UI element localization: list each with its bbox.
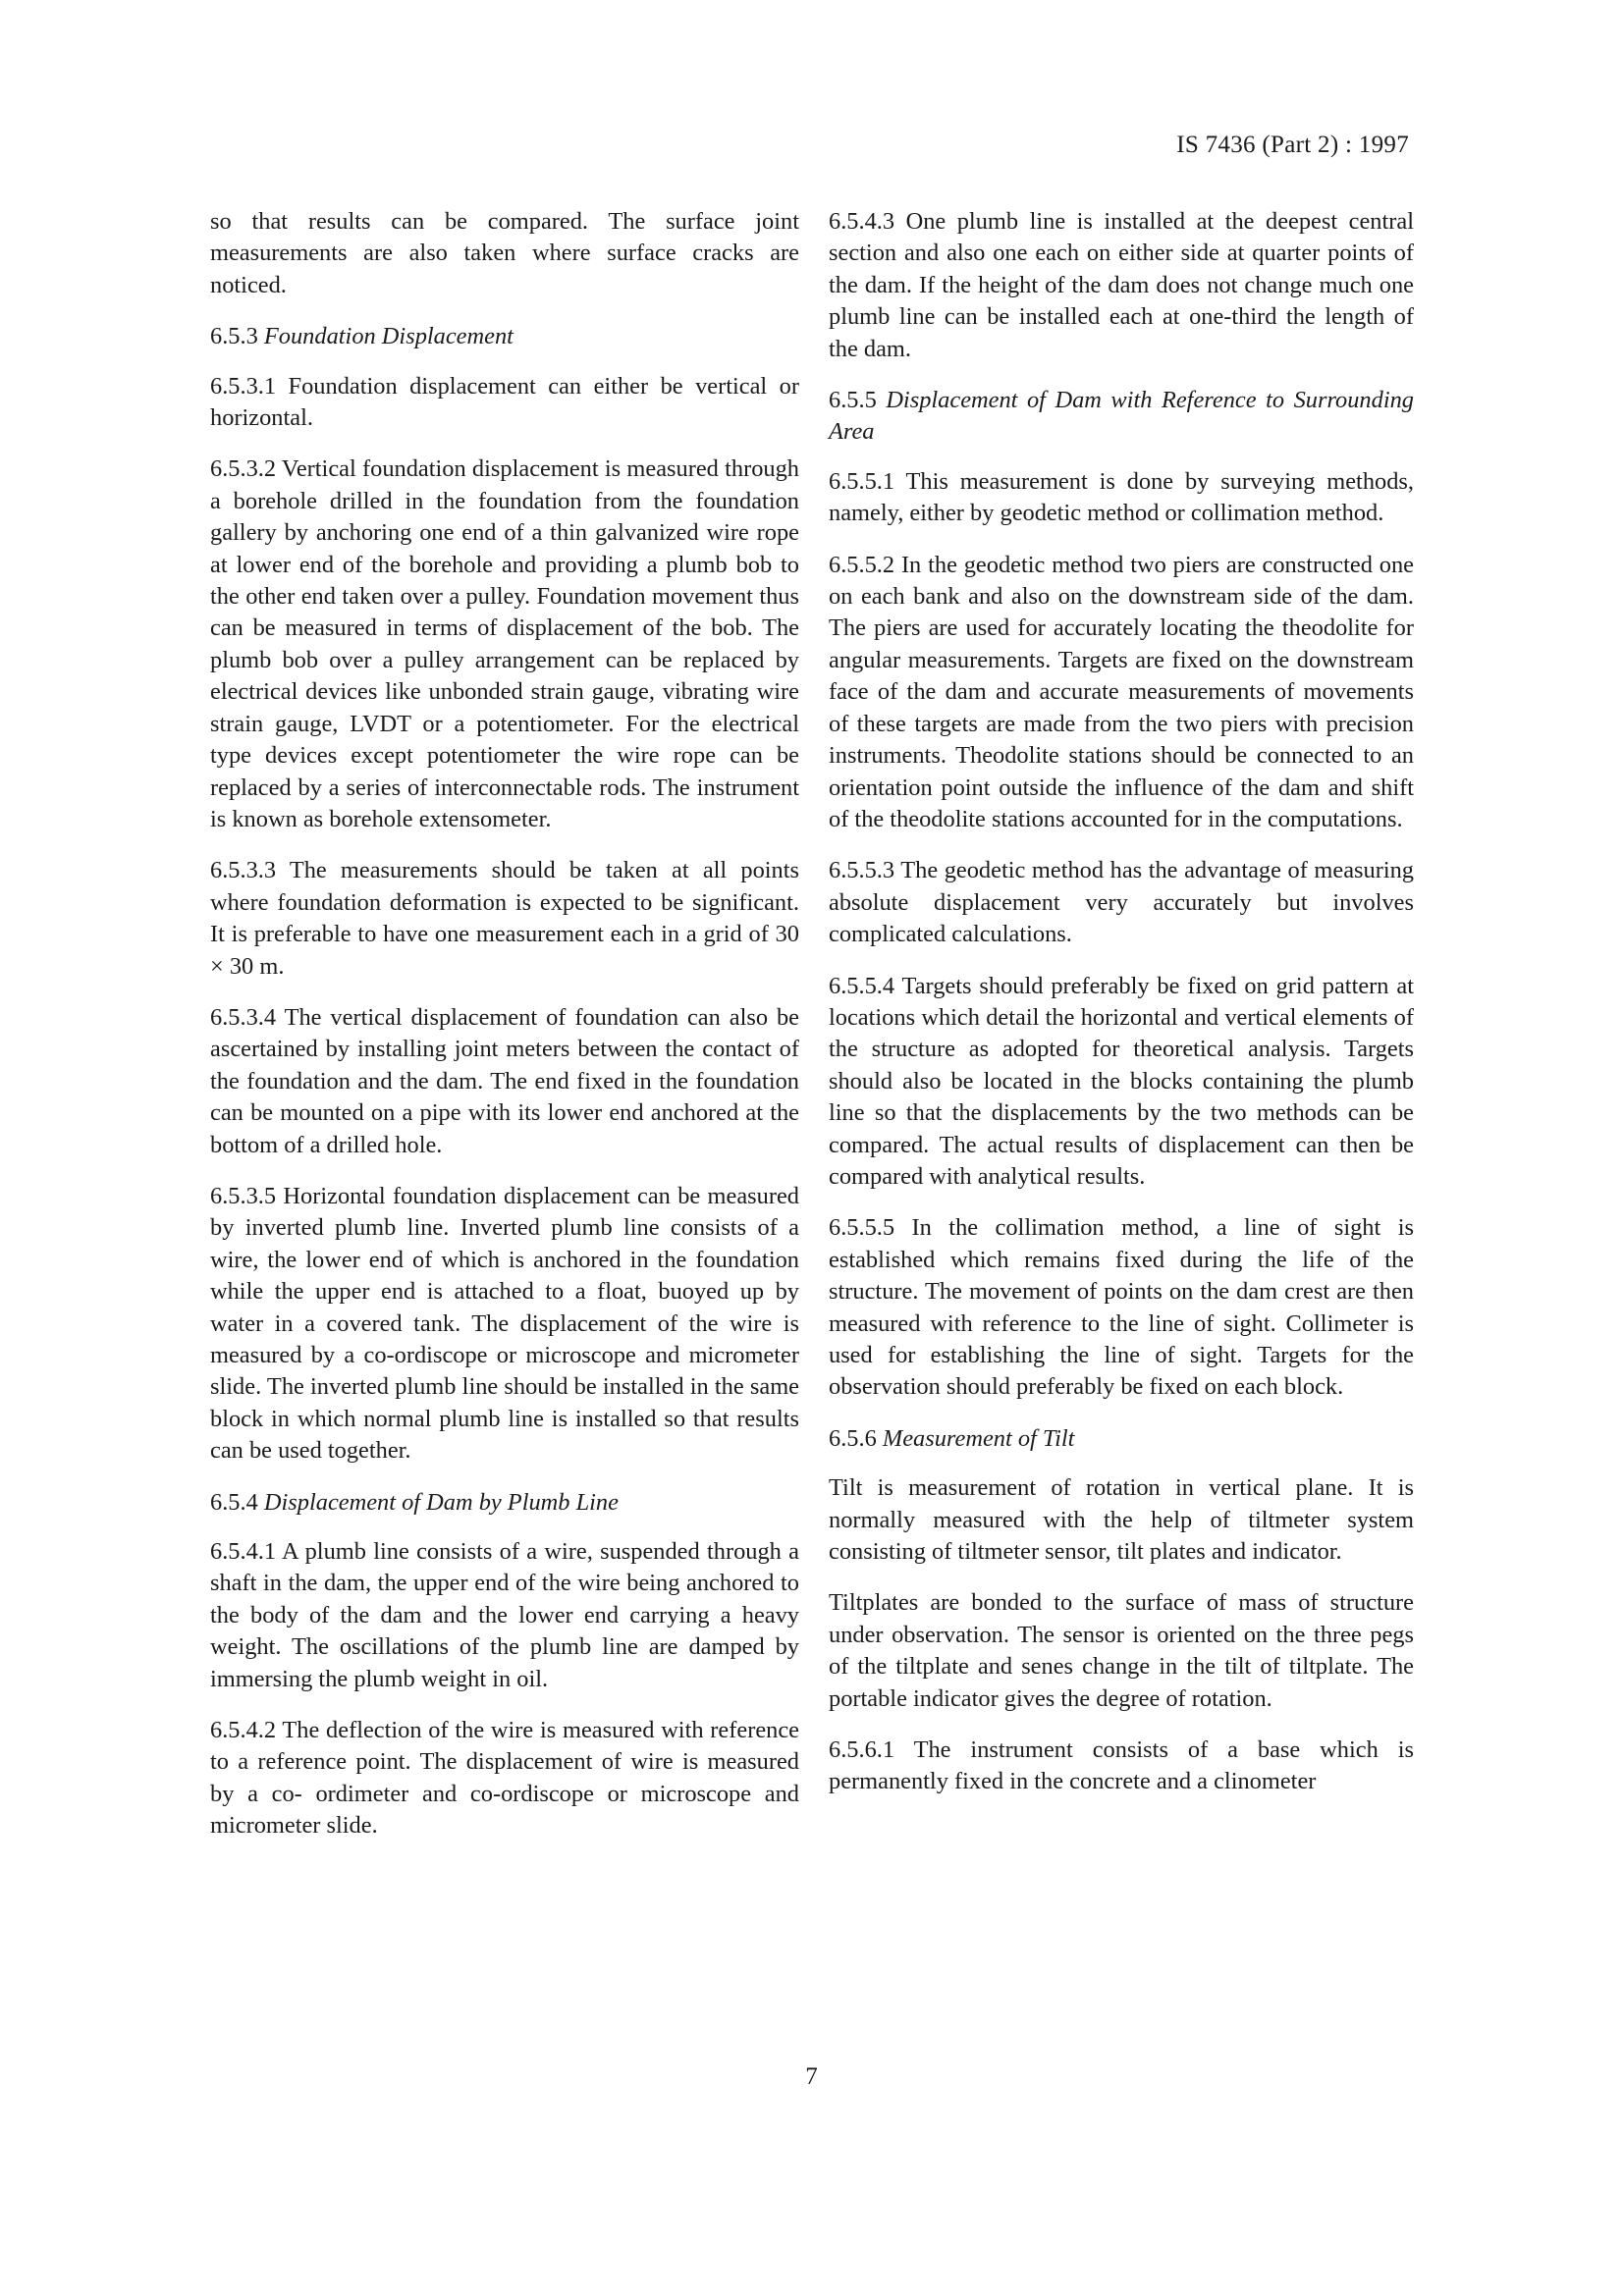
paragraph-text: Horizontal foundation displacement can be measured by inverted plumb line. Inverted plumb line consists of a wire, the lower end of which is anchored in the foundation while the upper end is attached to a float, buoyed up by water in a covered tank. The displacement of the wire is measured by a co-ordiscope or microscope and micrometer slide. The inverted plumb line should be installed in the same block in which normal plumb line is installed so that results can be used together. xyxy=(210,1182,799,1465)
clause-number: 6.5.6.1 xyxy=(829,1736,895,1764)
paragraph xyxy=(210,1002,799,1161)
paragraph-text: so that results can be compared. The surface joint measurements are also taken where surface cracks are noticed. xyxy=(210,208,799,298)
section-title: Displacement of Dam with Reference to Surrounding Area xyxy=(829,387,1414,446)
paragraph xyxy=(829,206,1414,365)
clause-number: 6.5.3.5 xyxy=(210,1182,277,1209)
paragraph-text: One plumb line is installed at the deepest central section and also one each on either side at quarter points of the dam. If the height of the dam does not change much one plumb line can be installed each at one-third the length of the dam. xyxy=(829,208,1414,362)
right-column xyxy=(829,206,1414,1818)
paragraph xyxy=(829,1735,1414,1798)
paragraph-text: The vertical displacement of foundation can also be ascertained by installing joint meters between the contact of the foundation and the dam. The end fixed in the foundation can be mounted on a pipe with its lower end anchored at the bottom of a drilled hole. xyxy=(210,1003,799,1158)
paragraph xyxy=(829,971,1414,1194)
paragraph-text: This measurement is done by surveying methods, namely, either by geodetic method or collimation method. xyxy=(829,467,1414,527)
clause-number: 6.5.3.3 xyxy=(210,857,277,884)
clause-number: 6.5.4.1 xyxy=(210,1538,277,1566)
paragraph xyxy=(829,1587,1414,1715)
paragraph xyxy=(210,855,799,983)
paragraph-text: The instrument consists of a base which is permanently fixed in the concrete and a clinometer xyxy=(829,1736,1414,1795)
paragraph-text: Tiltplates are bonded to the surface of mass of structure under observation. The sensor is oriented on the three pegs of the tiltplate and senes change in the tilt of tiltplate. The portable indicator gives the degree of rotation. xyxy=(829,1589,1414,1712)
section-heading xyxy=(829,1423,1414,1455)
paragraph xyxy=(210,454,799,835)
section-number: 6.5.4 xyxy=(210,1488,258,1516)
paragraph-text: A plumb line consists of a wire, suspended through a shaft in the dam, the upper end of the wire being anchored to the body of the dam and the lower end carrying a heavy weight. The oscillations of the plumb line are damped by immersing the plumb weight in oil. xyxy=(210,1538,799,1692)
section-heading xyxy=(829,385,1414,449)
page-number: 7 xyxy=(805,2063,818,2090)
paragraph xyxy=(210,206,799,301)
paragraph-text: Foundation displacement can either be vertical or horizontal. xyxy=(210,372,799,432)
section-title: Foundation Displacement xyxy=(263,323,514,350)
clause-number: 6.5.3.2 xyxy=(210,455,277,483)
paragraph xyxy=(829,1212,1414,1403)
paragraph-text: The measurements should be taken at all points where foundation deformation is expected to be significant. It is preferable to have one measurement each in a grid of 30 × 30 m. xyxy=(210,857,799,980)
section-number: 6.5.3 xyxy=(210,323,258,350)
clause-number: 6.5.5.2 xyxy=(829,551,895,578)
clause-number: 6.5.5.1 xyxy=(829,467,895,495)
section-title: Displacement of Dam by Plumb Line xyxy=(263,1488,619,1516)
section-title: Measurement of Tilt xyxy=(882,1424,1075,1452)
clause-number: 6.5.3.1 xyxy=(210,372,277,400)
paragraph-text: Targets should preferably be fixed on grid pattern at locations which detail the horizontal and vertical elements of the structure as adopted for theoretical analysis. Targets should also be located in the blocks containing the plumb line so that the displacements by the two methods can be compared. The actual results of displacement can then be compared with analytical results. xyxy=(829,972,1414,1190)
paragraph xyxy=(829,550,1414,836)
paragraph-text: The geodetic method has the advantage of measuring absolute displacement very accurately but involves complicated calculations. xyxy=(829,857,1414,948)
clause-number: 6.5.5.5 xyxy=(829,1214,895,1242)
clause-number: 6.5.5.4 xyxy=(829,972,895,999)
paragraph xyxy=(210,371,799,435)
paragraph-text: Tilt is measurement of rotation in vertical plane. It is normally measured with the help of tiltmeter system consisting of tiltmeter sensor, tilt plates and indicator. xyxy=(829,1474,1414,1566)
section-heading xyxy=(210,1487,799,1519)
paragraph xyxy=(829,1472,1414,1568)
paragraph xyxy=(829,855,1414,950)
section-heading xyxy=(210,321,799,352)
paragraph-text: The deflection of the wire is measured with reference to a reference point. The displacement of wire is measured by a co- ordimeter and co-ordiscope or microscope and micrometer slide. xyxy=(210,1717,799,1840)
clause-number: 6.5.4.2 xyxy=(210,1717,277,1744)
paragraph-text: In the geodetic method two piers are constructed one on each bank and also on the downstream side of the dam. The piers are used for accurately locating the theodolite for angular measurements. Targets are fixed on the downstream face of the dam and accurate measurements of movements of these targets are made from the two piers with precision instruments. Theodolite stations should be connected to an orientation point outside the influence of the dam and shift of the theodolite stations accounted for in the computations. xyxy=(829,551,1414,832)
section-number: 6.5.5 xyxy=(829,387,877,414)
clause-number: 6.5.5.3 xyxy=(829,857,895,884)
paragraph xyxy=(210,1715,799,1842)
paragraph xyxy=(210,1181,799,1468)
document-header: IS 7436 (Part 2) : 1997 xyxy=(1176,132,1409,158)
paragraph-text: Vertical foundation displacement is measured through a borehole drilled in the foundation from the foundation gallery by anchoring one end of a thin galvanized wire rope at lower end of the borehole and providing a plumb bob to the other end taken over a pulley. Foundation movement thus can be measured in terms of displacement of the bob. The plumb bob over a pulley arrangement can be replaced by electrical devices like unbonded strain gauge, vibrating wire strain gauge, LVDT or a potentiometer. For the electrical type devices except potentiometer the wire rope can be replaced by a series of interconnectable rods. The instrument is known as borehole extensometer. xyxy=(210,455,799,832)
paragraph-text: In the collimation method, a line of sight is established which remains fixed during the life of the structure. The movement of points on the dam crest are then measured with reference to the line of sight. Collimeter is used for establishing the line of sight. Targets for the observation should preferably be fixed on each block. xyxy=(829,1214,1414,1401)
paragraph xyxy=(210,1536,799,1695)
clause-number: 6.5.3.4 xyxy=(210,1003,277,1031)
section-number: 6.5.6 xyxy=(829,1424,877,1452)
paragraph xyxy=(829,466,1414,530)
clause-number: 6.5.4.3 xyxy=(829,208,895,235)
left-column xyxy=(210,206,799,1862)
